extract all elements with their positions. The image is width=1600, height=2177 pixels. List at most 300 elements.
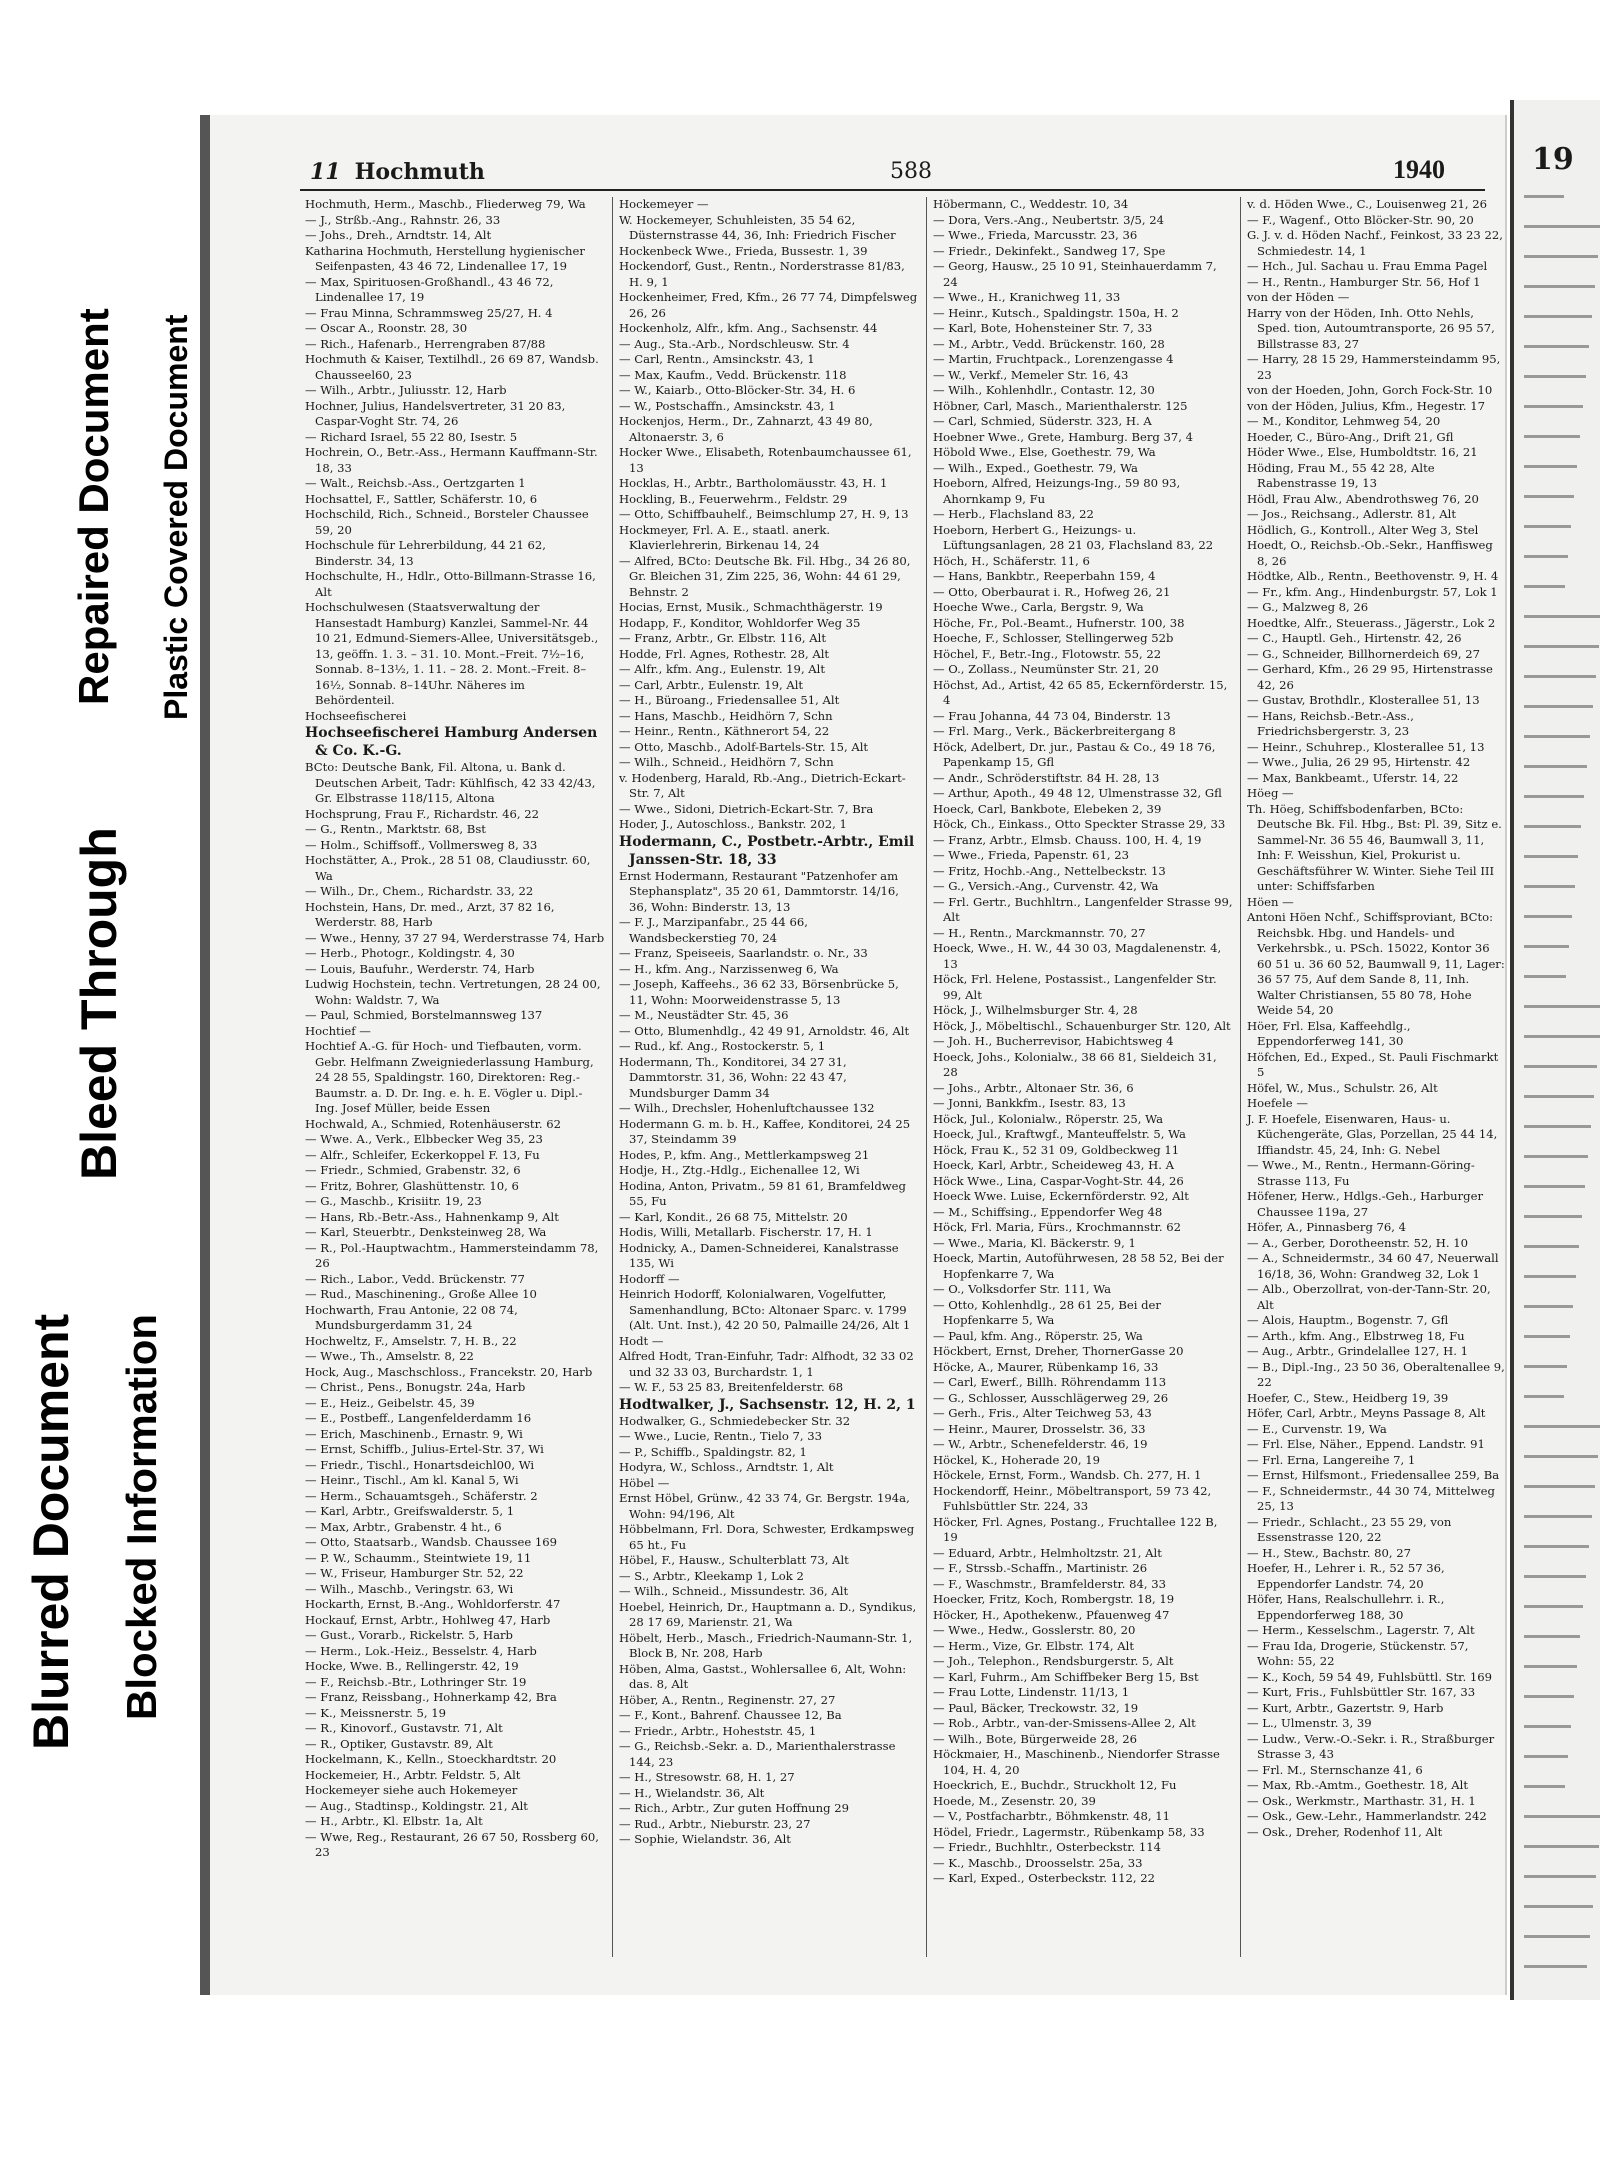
- directory-entry: — Fritz, Bohrer, Glashüttenstr. 10, 6: [305, 1178, 519, 1193]
- adjacent-page-text-line: [1524, 1875, 1596, 1878]
- directory-entry: Hochweltz, F., Amselstr. 7, H. B., 22: [305, 1333, 517, 1348]
- directory-entry: — Frau Ida, Drogerie, Stückenstr. 57, Wohn: 55, 22: [1247, 1638, 1469, 1668]
- directory-entry: — R., Pol.-Hauptwachtm., Hammersteindamm 78, 26: [305, 1240, 599, 1270]
- directory-entry: — Aug., Stadtinsp., Koldingstr. 21, Alt: [305, 1798, 528, 1813]
- directory-entry: Hochtief A.-G. für Hoch- und Tiefbauten, vorm. Gebr. Helfmann Zweigniederlassung Hamburg, 24 28 55, Spaldingstr. 160, Direktoren: Reg.-Baumstr. a. D. Dr. Ing. e. h. E. Vögler u. Dipl.-Ing. Josef Müller, beide Essen: [305, 1039, 594, 1115]
- directory-entry: — Friedr., Dekinfekt., Sandweg 17, Spe: [933, 243, 1166, 258]
- directory-entry: — Wilh., Drechsler, Hohenluftchaussee 132: [619, 1101, 875, 1115]
- directory-entry: Höchst, Ad., Artist, 42 65 85, Eckernförderstr. 15, 4: [933, 677, 1228, 707]
- directory-column-1: [305, 197, 605, 1957]
- directory-entry: Hocker Wwe., Elisabeth, Rotenbaumchaussee 61, 13: [619, 445, 912, 475]
- directory-entry: — F., Reichsb.-Btr., Lothringer Str. 19: [305, 1674, 527, 1689]
- directory-entry: — Fr., kfm. Ang., Hindenburgstr. 57, Lok 1: [1247, 584, 1498, 599]
- directory-entry: Hockemeyer siehe auch Hokemeyer: [305, 1783, 518, 1797]
- directory-entry: Hoefer, C., Stew., Heidberg 19, 39: [1247, 1390, 1449, 1405]
- directory-entry: — Franz, Speiseeis, Saarlandstr. o. Nr., 33: [619, 946, 868, 960]
- adjacent-page-text-line: [1524, 1935, 1590, 1938]
- directory-entry: Hodes, P., kfm. Ang., Mettlerkampsweg 21: [619, 1147, 870, 1162]
- directory-entry: — Wilh., Dr., Chem., Richardstr. 33, 22: [305, 884, 534, 898]
- directory-entry: — Wwe., Maria, Kl. Bäckerstr. 9, 1: [933, 1235, 1136, 1250]
- adjacent-page-text-line: [1524, 465, 1577, 468]
- directory-entry: Hockauf, Ernst, Arbtr., Hohlweg 47, Harb: [305, 1612, 551, 1627]
- directory-entry: — Wilh., Exped., Goethestr. 79, Wa: [933, 460, 1138, 475]
- directory-entry: — L., Ulmenstr. 3, 39: [1247, 1716, 1372, 1730]
- directory-entry: Hoeck, Martin, Autoführwesen, 28 58 52, Bei der Hopfenkarre 7, Wa: [933, 1251, 1224, 1281]
- directory-entry: Hockendorff, Heinr., Möbeltransport, 59 73 42, Fuhlsbüttler Str. 224, 33: [933, 1483, 1212, 1513]
- directory-entry: — Aug., Arbtr., Grindelallee 127, H. 1: [1247, 1344, 1468, 1358]
- directory-entry: — C., Hauptl. Geh., Hirtenstr. 42, 26: [1247, 631, 1462, 645]
- directory-entry: Hodermann G. m. b. H., Kaffee, Konditorei, 24 25 37, Steindamm 39: [619, 1116, 911, 1146]
- directory-entry: — Heinr., Kutsch., Spaldingstr. 150a, H. 2: [933, 305, 1179, 320]
- directory-entry: — S., Arbtr., Kleekamp 1, Lok 2: [619, 1568, 804, 1583]
- directory-entry: — F., Schneidermstr., 44 30 74, Mittelweg 25, 13: [1247, 1483, 1495, 1513]
- running-head-word: Hochmuth: [354, 159, 485, 185]
- directory-entry: — Max, Rb.-Amtm., Goethestr. 18, Alt: [1247, 1778, 1468, 1792]
- directory-entry: — Carl, Rentn., Amsinckstr. 43, 1: [619, 352, 815, 366]
- directory-entry: — Frl. Else, Näher., Eppend. Landstr. 91: [1247, 1437, 1485, 1451]
- directory-entry: — H., Rentn., Hamburger Str. 56, Hof 1: [1247, 274, 1481, 289]
- adjacent-page-text-line: [1524, 1425, 1600, 1428]
- directory-entry: Höfer, Hans, Realschullehrr. i. R., Eppendorferweg 188, 30: [1247, 1592, 1445, 1622]
- directory-entry: — R., Optiker, Gustavstr. 89, Alt: [305, 1736, 493, 1751]
- directory-entry: Hockemeyer —: [619, 197, 709, 211]
- directory-entry: — Friedr., Schlacht., 23 55 29, von Essenstrasse 120, 22: [1247, 1514, 1452, 1544]
- directory-entry: Hodina, Anton, Privatm., 59 81 61, Bramfeldweg 55, Fu: [619, 1178, 906, 1208]
- adjacent-page-text-line: [1524, 1755, 1568, 1758]
- directory-entry: — Otto, Schiffbauhelf., Beimschlump 27, H. 9, 13: [619, 507, 909, 521]
- directory-entry: — E., Curvenstr. 19, Wa: [1247, 1421, 1387, 1436]
- directory-entry: — Wwe., H., Kranichweg 11, 33: [933, 290, 1121, 304]
- directory-entry: — M., Konditor, Lehmweg 54, 20: [1247, 414, 1441, 428]
- directory-entry: Höcke, A., Maurer, Rübenkamp 16, 33: [933, 1359, 1159, 1374]
- directory-entry: Hockenbeck Wwe., Frieda, Bussestr. 1, 39: [619, 243, 868, 258]
- directory-entry: — Richard Israel, 55 22 80, Isestr. 5: [305, 429, 518, 444]
- adjacent-page-text-line: [1524, 285, 1595, 288]
- directory-entry: — Jos., Reichsang., Adlerstr. 81, Alt: [1247, 507, 1456, 521]
- directory-entry: Höding, Frau M., 55 42 28, Alte Rabenstrasse 19, 13: [1247, 460, 1435, 490]
- directory-entry: — Wwe., Sidoni, Dietrich-Eckart-Str. 7, Bra: [619, 801, 874, 816]
- directory-entry: Höcker, H., Apothekenw., Pfauenweg 47: [933, 1607, 1170, 1622]
- directory-entry: Höckel, K., Hoherade 20, 19: [933, 1452, 1100, 1467]
- directory-entry: Höen —: [1247, 894, 1294, 909]
- directory-entry: Höbel, F., Hausw., Schulterblatt 73, Alt: [619, 1553, 849, 1567]
- directory-entry: Höber, A., Rentn., Reginenstr. 27, 27: [619, 1692, 836, 1707]
- directory-entry: — M., Arbtr., Vedd. Brückenstr. 160, 28: [933, 336, 1165, 351]
- directory-entry: Hochsprung, Frau F., Richardstr. 46, 22: [305, 806, 540, 821]
- directory-entry: — Paul, kfm. Ang., Röperstr. 25, Wa: [933, 1328, 1143, 1343]
- directory-entry: — Wwe., Frieda, Marcusstr. 23, 36: [933, 228, 1138, 242]
- directory-entry: — Hans, Reichsb.-Betr.-Ass., Friedrichsbergerstr. 3, 23: [1247, 708, 1414, 738]
- directory-entry: — Herb., Photogr., Koldingstr. 4, 30: [305, 946, 515, 960]
- adjacent-page-text-line: [1524, 195, 1564, 198]
- running-head: [310, 159, 485, 185]
- directory-entry: — Hans, Bankbtr., Reeperbahn 159, 4: [933, 569, 1156, 583]
- adjacent-page-text-line: [1524, 1695, 1574, 1698]
- directory-entry: — Herm., Lok.-Heiz., Besselstr. 4, Harb: [305, 1643, 537, 1658]
- directory-entry: von der Höden —: [1247, 290, 1350, 304]
- directory-entry: Hochwarth, Frau Antonie, 22 08 74, Mundsburgerdamm 31, 24: [305, 1302, 518, 1332]
- directory-entry: — Harry, 28 15 29, Hammersteindamm 95, 23: [1247, 352, 1501, 382]
- directory-entry: Hodtwalker, J., Sachsenstr. 12, H. 2, 1: [619, 1396, 916, 1413]
- directory-entry: Hochwald, A., Schmied, Rotenhäuserstr. 62: [305, 1116, 561, 1131]
- adjacent-page-text-line: [1524, 1785, 1565, 1788]
- adjacent-page-text-line: [1524, 765, 1587, 768]
- adjacent-page-text-line: [1524, 1455, 1598, 1458]
- directory-entry: Alfred Hodt, Tran-Einfuhr, Tadr: Alfhodt, 32 33 02 und 32 33 03, Burchardstr. 1, 1: [619, 1349, 914, 1379]
- directory-entry: Hodermann, C., Postbetr.-Arbtr., Emil Janssen-Str. 18, 33: [619, 833, 915, 868]
- directory-entry: — Franz, Arbtr., Gr. Elbstr. 116, Alt: [619, 631, 827, 645]
- directory-entry: Höckbert, Ernst, Dreher, ThornerGasse 20: [933, 1344, 1184, 1358]
- directory-entry: — Martin, Fruchtpack., Lorenzengasse 4: [933, 352, 1174, 366]
- directory-entry: Höer, Frl. Elsa, Kaffeehdlg., Eppendorferweg 141, 30: [1247, 1018, 1411, 1048]
- directory-entry: Hochrein, O., Betr.-Ass., Hermann Kauffmann-Str. 18, 33: [305, 445, 598, 475]
- adjacent-page-text-line: [1524, 1905, 1593, 1908]
- directory-entry: — F., Strssb.-Schaffn., Martinistr. 26: [933, 1561, 1148, 1575]
- directory-entry: Hockling, B., Feuerwehrm., Feldstr. 29: [619, 491, 848, 506]
- directory-entry: Hödel, Friedr., Lagermstr., Rübenkamp 58, 33: [933, 1824, 1205, 1839]
- directory-entry: — Karl, Exped., Osterbeckstr. 112, 22: [933, 1871, 1156, 1885]
- directory-entry: Höck, Adelbert, Dr. jur., Pastau & Co., 49 18 76, Papenkamp 15, Gfl: [933, 739, 1216, 769]
- directory-entry: Höbbelmann, Frl. Dora, Schwester, Erdkampsweg 65 ht., Fu: [619, 1522, 915, 1552]
- repaired-document-label: Repaired Document: [70, 308, 117, 705]
- directory-column-4: [1240, 197, 1507, 1957]
- directory-entry: — Paul, Schmied, Borstelmannsweg 137: [305, 1008, 543, 1022]
- directory-entry: — Gerh., Fris., Alter Teichweg 53, 43: [933, 1406, 1152, 1420]
- adjacent-page-text-line: [1524, 1575, 1586, 1578]
- directory-entry: Hodnicky, A., Damen-Schneiderei, Kanalstrasse 135, Wi: [619, 1240, 899, 1270]
- directory-entry: Höch, H., Schäferstr. 11, 6: [933, 553, 1090, 568]
- directory-entry: Hockarth, Ernst, B.-Ang., Wohldorferstr. 47: [305, 1597, 561, 1611]
- adjacent-page-text-line: [1524, 675, 1596, 678]
- directory-entry: Höfer, A., Pinnasberg 76, 4: [1247, 1220, 1407, 1234]
- directory-entry: — Frl. M., Sternschanze 41, 6: [1247, 1762, 1423, 1777]
- adjacent-page-text-line: [1524, 555, 1568, 558]
- directory-entry: Höfer, Carl, Arbtr., Meyns Passage 8, Alt: [1247, 1406, 1486, 1420]
- directory-entry: Höbner, Carl, Masch., Marienthalerstr. 125: [933, 398, 1188, 413]
- directory-entry: — M., Schiffsing., Eppendorfer Weg 48: [933, 1204, 1163, 1219]
- directory-entry: — H., Büroang., Friedensallee 51, Alt: [619, 693, 840, 707]
- directory-entry: — Franz, Reissbang., Hohnerkamp 42, Bra: [305, 1690, 557, 1704]
- directory-entry: — K., Koch, 59 54 49, Fuhlsbüttl. Str. 169: [1247, 1669, 1492, 1684]
- directory-entry: — Alfred, BCto: Deutsche Bk. Fil. Hbg., 34 26 80, Gr. Bleichen 31, Zim 225, 36, Wohn: 44 61 29, Behnstr. 2: [619, 553, 911, 599]
- directory-entry: — Karl, Steuerbtr., Denksteinweg 28, Wa: [305, 1225, 547, 1239]
- directory-entry: — W., Kaiarb., Otto-Blöcker-Str. 34, H. 6: [619, 383, 856, 397]
- adjacent-page-text-line: [1524, 1605, 1583, 1608]
- page-header: [300, 155, 1485, 191]
- page-number: 588: [890, 159, 932, 184]
- adjacent-page-text-line: [1524, 645, 1599, 648]
- directory-entry: Höbermann, C., Weddestr. 10, 34: [933, 197, 1129, 211]
- adjacent-page-text-line: [1524, 435, 1580, 438]
- directory-entry: — Gustav, Brothdlr., Klosterallee 51, 13: [1247, 693, 1480, 707]
- directory-entry: — Frl. Gertr., Buchhltrn., Langenfelder Strasse 99, Alt: [933, 894, 1233, 924]
- bleed-through-label: Bleed Through: [71, 827, 127, 1180]
- directory-entry: — G., Rentn., Marktstr. 68, Bst: [305, 822, 486, 836]
- directory-entry: Höck, Frl. Maria, Fürs., Krochmannstr. 62: [933, 1220, 1182, 1234]
- directory-entry: — H., Wielandstr. 36, Alt: [619, 1785, 765, 1800]
- directory-entry: — Carl, Schmied, Süderstr. 323, H. A: [933, 414, 1152, 428]
- directory-entry: Ernst Hodermann, Restaurant "Patzenhofer am Stephansplatz", 35 20 61, Dammtorstr. 14/16, 36, Wohn: Binderstr. 13, 13: [619, 868, 899, 914]
- directory-entry: — W. F., 53 25 83, Breitenfelderstr. 68: [619, 1380, 844, 1394]
- directory-entry: Höckmaier, H., Maschinenb., Niendorfer Strasse 104, H. 4, 20: [933, 1747, 1220, 1777]
- directory-entry: Hockmeyer, Frl. A. E., staatl. anerk. Klavierlehrerin, Birkenau 14, 24: [619, 522, 831, 552]
- adjacent-page-text-line: [1524, 315, 1592, 318]
- directory-entry: Hocke, Wwe. B., Rellingerstr. 42, 19: [305, 1659, 519, 1673]
- directory-entry: Höcker, Frl. Agnes, Postang., Fruchtallee 122 B, 19: [933, 1514, 1218, 1544]
- adjacent-page-text-line: [1524, 885, 1575, 888]
- directory-entry: — Carl, Ewerf., Billh. Röhrendamm 113: [933, 1375, 1167, 1389]
- adjacent-page-text-line: [1524, 255, 1598, 258]
- adjacent-page-text-line: [1524, 495, 1574, 498]
- directory-entry: Hödlich, G., Kontroll., Alter Weg 3, Stel: [1247, 522, 1479, 537]
- directory-entry: — Louis, Baufuhr., Werderstr. 74, Harb: [305, 961, 535, 976]
- directory-entry: — H., Rentn., Marckmannstr. 70, 27: [933, 925, 1146, 940]
- directory-entry: v. d. Höden Wwe., C., Louisenweg 21, 26: [1247, 197, 1488, 211]
- directory-entry: — Karl, Fuhrm., Am Schiffbeker Berg 15, Bst: [933, 1669, 1199, 1684]
- adjacent-page-text-line: [1524, 1185, 1585, 1188]
- directory-entry: — G., Schlosser, Ausschlägerweg 29, 26: [933, 1390, 1169, 1405]
- directory-entry: — F., Waschmstr., Bramfelderstr. 84, 33: [933, 1576, 1167, 1591]
- directory-entry: — Herm., Kesselschm., Lagerstr. 7, Alt: [1247, 1623, 1475, 1637]
- directory-entry: — Frau Lotte, Lindenstr. 11/13, 1: [933, 1685, 1130, 1699]
- directory-entry: Hoede, M., Zesenstr. 20, 39: [933, 1793, 1096, 1808]
- directory-entry: — G., Schneider, Billhornerdeich 69, 27: [1247, 646, 1481, 661]
- directory-entry: Hoeck, Wwe., H. W., 44 30 03, Magdalenenstr. 4, 13: [933, 941, 1222, 971]
- directory-entry: — Wwe., Th., Amselstr. 8, 22: [305, 1349, 474, 1363]
- directory-entry: Hodde, Frl. Agnes, Rothestr. 28, Alt: [619, 646, 830, 661]
- directory-entry: — K., Meissnerstr. 5, 19: [305, 1705, 446, 1720]
- directory-entry: — Sophie, Wielandstr. 36, Alt: [619, 1832, 791, 1846]
- directory-entry: Hoeck, Johs., Kolonialw., 38 66 81, Sieldeich 31, 28: [933, 1049, 1217, 1079]
- directory-entry: — Alfr., kfm. Ang., Eulenstr. 19, Alt: [619, 662, 826, 676]
- directory-entry: — Gust., Vorarb., Rickelstr. 5, Harb: [305, 1628, 513, 1642]
- directory-entry: — Joh., Telephon., Rendsburgerstr. 5, Alt: [933, 1654, 1174, 1668]
- directory-entry: — W., Arbtr., Schenefelderstr. 46, 19: [933, 1437, 1148, 1451]
- adjacent-page-text-line: [1524, 1095, 1594, 1098]
- adjacent-page-text-line: [1524, 1305, 1573, 1308]
- directory-entry: Hödl, Frau Alw., Abendrothsweg 76, 20: [1247, 491, 1479, 506]
- directory-entry: Hochschild, Rich., Schneid., Borsteler Chaussee 59, 20: [305, 507, 589, 537]
- directory-entry: — Rud., kf. Ang., Rostockerstr. 5, 1: [619, 1039, 826, 1053]
- directory-entry: — Heinr., Schuhrep., Klosterallee 51, 13: [1247, 739, 1485, 754]
- adjacent-page-text-line: [1524, 1545, 1589, 1548]
- directory-entry: — Rich., Labor., Vedd. Brückenstr. 77: [305, 1271, 525, 1286]
- directory-entry: — R., Kinovorf., Gustavstr. 71, Alt: [305, 1721, 503, 1735]
- directory-entry: — Wwe., Lucie, Rentn., Tielo 7, 33: [619, 1429, 823, 1443]
- adjacent-page-text-line: [1524, 1005, 1600, 1008]
- blocked-information-label: Blocked Information: [118, 1313, 165, 1720]
- directory-entry: Th. Höeg, Schiffsbodenfarben, BCto: Deutsche Bk. Fil. Hbg., Bst: Pl. 39, Sitz e. Sammel-Nr. 36 55 46, Baumwall 3, 11, Inh: F. Weisshun, Kiel, Prokurist u. Geschäftsführer W. Winter. Siehe Teil III unter: Schiffsfarben: [1247, 801, 1502, 893]
- directory-entry: Hodt —: [619, 1333, 664, 1348]
- directory-entry: von der Hoeden, John, Gorch Fock-Str. 10: [1247, 383, 1493, 397]
- directory-entry: — Friedr., Tischl., Honartsdeichl00, Wi: [305, 1457, 535, 1472]
- directory-entry: Höbold Wwe., Else, Goethestr. 79, Wa: [933, 445, 1156, 459]
- directory-entry: G. J. v. d. Höden Nachf., Feinkost, 33 23 22, Schmiedestr. 14, 1: [1247, 228, 1503, 258]
- directory-entry: Höfener, Herw., Hdlgs.-Geh., Harburger Chaussee 119a, 27: [1247, 1189, 1484, 1219]
- directory-entry: — Jonni, Bankkfm., Isestr. 83, 13: [933, 1096, 1126, 1110]
- directory-entry: — Kurt, Fris., Fuhlsbüttler Str. 167, 33: [1247, 1685, 1476, 1699]
- adjacent-page-text-line: [1524, 735, 1590, 738]
- directory-entry: Hoedt, O., Reichsb.-Ob.-Sekr., Hanffisweg 8, 26: [1247, 538, 1493, 568]
- directory-entry: — Karl, Arbtr., Greifswalderstr. 5, 1: [305, 1504, 515, 1518]
- adjacent-page-number: 19: [1532, 142, 1574, 177]
- directory-entry: — F., Wagenf., Otto Blöcker-Str. 90, 20: [1247, 212, 1474, 227]
- directory-entry: — Oscar A., Roonstr. 28, 30: [305, 321, 468, 335]
- directory-entry: Hockemeier, H., Arbtr. Feldstr. 5, Alt: [305, 1767, 521, 1782]
- directory-entry: — Osk., Gew.-Lehr., Hammerlandstr. 242: [1247, 1809, 1487, 1823]
- adjacent-page-text-line: [1524, 945, 1569, 948]
- directory-entry: Hoefer, H., Lehrer i. R., 52 57 36, Eppendorfer Landstr. 74, 20: [1247, 1561, 1445, 1591]
- directory-entry: Höeg —: [1247, 786, 1294, 800]
- directory-entry: Hoeborn, Alfred, Heizungs-Ing., 59 80 93, Ahornkamp 9, Fu: [933, 476, 1181, 506]
- directory-entry: — Otto, Blumenhdlg., 42 49 91, Arnoldstr. 46, Alt: [619, 1023, 910, 1038]
- directory-entry: — Fritz, Hochb.-Ang., Nettelbeckstr. 13: [933, 863, 1166, 878]
- directory-entry: — Wilh., Bote, Bürgerweide 28, 26: [933, 1731, 1138, 1746]
- directory-entry: Höckele, Ernst, Form., Wandsb. Ch. 277, H. 1: [933, 1468, 1202, 1482]
- adjacent-page-text-line: [1524, 225, 1600, 228]
- directory-entry: — B., Dipl.-Ing., 23 50 36, Oberaltenallee 9, 22: [1247, 1359, 1505, 1389]
- directory-entry: — Alois, Hauptm., Bogenstr. 7, Gfl: [1247, 1313, 1449, 1327]
- directory-entry: — E., Postbeff., Langenfelderdamm 16: [305, 1411, 532, 1425]
- directory-entry: Hoecker, Fritz, Koch, Rombergstr. 18, 19: [933, 1592, 1175, 1606]
- adjacent-page-text-line: [1524, 1275, 1576, 1278]
- directory-entry: — M., Neustädter Str. 45, 36: [619, 1008, 789, 1022]
- directory-entry: — G., Malzweg 8, 26: [1247, 600, 1369, 614]
- directory-entry: — Franz, Arbtr., Elmsb. Chauss. 100, H. 4, 19: [933, 832, 1202, 847]
- scanned-page: [200, 115, 1505, 1995]
- directory-entry: — Herb., Flachsland 83, 22: [933, 507, 1094, 521]
- adjacent-page-text-line: [1524, 795, 1584, 798]
- directory-entry: — Rud., Arbtr., Nieburstr. 23, 27: [619, 1816, 811, 1831]
- directory-entry: Hoeche Wwe., Carla, Bergstr. 9, Wa: [933, 600, 1144, 614]
- directory-entry: — Johs., Dreh., Arndtstr. 14, Alt: [305, 228, 492, 242]
- directory-entry: — Frl. Erna, Langereihe 7, 1: [1247, 1452, 1416, 1467]
- directory-entry: Hochsattel, F., Sattler, Schäferstr. 10, 6: [305, 491, 538, 506]
- adjacent-page-text-line: [1524, 705, 1593, 708]
- directory-entry: Antoni Höen Nchf., Schiffsproviant, BCto: Reichsbk. Hbg. und Handels- und Verkehrsbk., u. PSch. 15022, Kontor 36 60 51 u. 36 60 52, Baumwall 9, 11, Lager: 36 57 75, Auf dem Sande 8, 11, Inh. Walter Christiansen, 55 80 78, Hohe Weide 54, 20: [1247, 910, 1505, 1017]
- directory-entry: Hockenholz, Alfr., kfm. Ang., Sachsenstr. 44: [619, 321, 878, 335]
- directory-entry: W. Hockemeyer, Schuhleisten, 35 54 62, Düsternstrasse 44, 36, Inh: Friedrich Fischer: [619, 212, 896, 242]
- directory-entry: — Osk., Werkmstr., Marthastr. 31, H. 1: [1247, 1793, 1476, 1808]
- directory-entry: Hodapp, F., Konditor, Wohldorfer Weg 35: [619, 615, 861, 630]
- adjacent-page-text-line: [1524, 1725, 1571, 1728]
- directory-entry: Höck, Frau K., 52 31 09, Goldbeckweg 11: [933, 1142, 1180, 1157]
- directory-entry: — Rich., Arbtr., Zur guten Hoffnung 29: [619, 1801, 849, 1815]
- directory-entry: — Ernst, Hilfsmont., Friedensallee 259, Ba: [1247, 1468, 1500, 1482]
- directory-entry: — Wilh., Schneid., Heidhörn 7, Schn: [619, 755, 834, 769]
- directory-entry: Hoeck, Jul., Kraftwgf., Manteuffelstr. 5, Wa: [933, 1127, 1186, 1141]
- directory-entry: — W., Friseur, Hamburger Str. 52, 22: [305, 1566, 524, 1580]
- directory-entry: Hodyra, W., Schloss., Arndtstr. 1, Alt: [619, 1460, 834, 1474]
- directory-entry: — Frau Minna, Schrammsweg 25/27, H. 4: [305, 305, 553, 320]
- directory-entry: Hoeckrich, E., Buchdr., Struckholt 12, Fu: [933, 1778, 1177, 1792]
- directory-entry: — Karl, Bote, Hohensteiner Str. 7, 33: [933, 321, 1153, 335]
- directory-entry: Hocias, Ernst, Musik., Schmachthägerstr. 19: [619, 600, 883, 614]
- blurred-document-label: Blurred Document: [23, 1313, 79, 1750]
- directory-entry: — F., Kont., Bahrenf. Chaussee 12, Ba: [619, 1708, 842, 1722]
- directory-entry: — W., Verkf., Memeler Str. 16, 43: [933, 367, 1129, 382]
- adjacent-page-text-line: [1524, 1365, 1567, 1368]
- adjacent-page-text-line: [1524, 1485, 1595, 1488]
- directory-entry: Höbel —: [619, 1475, 670, 1490]
- directory-entry: Hochschule für Lehrerbildung, 44 21 62, Binderstr. 34, 13: [305, 538, 546, 568]
- directory-entry: — Wwe., Frieda, Papenstr. 61, 23: [933, 848, 1129, 862]
- directory-entry: — H., Arbtr., Kl. Elbstr. 1a, Alt: [305, 1814, 483, 1828]
- directory-entry: Hoebel, Heinrich, Dr., Hauptmann a. D., Syndikus, 28 17 69, Marienstr. 21, Wa: [619, 1599, 917, 1629]
- directory-entry: Hockelmann, K., Kelln., Stoeckhardtstr. 20: [305, 1752, 557, 1766]
- adjacent-page-edge: [1510, 100, 1600, 2000]
- adjacent-page-text-line: [1524, 1035, 1600, 1038]
- directory-entry: Hodje, H., Ztg.-Hdlg., Eichenallee 12, Wi: [619, 1163, 860, 1177]
- directory-entry: Hockendorf, Gust., Rentn., Norderstrasse 81/83, H. 9, 1: [619, 259, 905, 289]
- directory-entry: — V., Postfacharbtr., Böhmkenstr. 48, 11: [933, 1809, 1171, 1823]
- directory-entry: — Walt., Reichsb.-Ass., Oertzgarten 1: [305, 476, 526, 490]
- directory-entry: Hochtief —: [305, 1023, 371, 1038]
- directory-entry: — Ernst, Schiffb., Julius-Ertel-Str. 37, Wi: [305, 1442, 544, 1456]
- adjacent-page-text-line: [1524, 1845, 1599, 1848]
- directory-entry: — Herm., Schauamtsgeh., Schäferstr. 2: [305, 1488, 538, 1503]
- directory-entry: Hochschulte, H., Hdlr., Otto-Billmann-Strasse 16, Alt: [305, 569, 596, 599]
- adjacent-page-text-line: [1524, 345, 1589, 348]
- directory-entry: — Rich., Hafenarb., Herrengraben 87/88: [305, 336, 546, 351]
- directory-entry: — Osk., Dreher, Rodenhof 11, Alt: [1247, 1824, 1443, 1839]
- directory-entry: — H., kfm. Ang., Narzissenweg 6, Wa: [619, 961, 839, 976]
- directory-entry: — Carl, Arbtr., Eulenstr. 19, Alt: [619, 677, 804, 692]
- directory-entry: Katharina Hochmuth, Herstellung hygienischer Seifenpasten, 43 46 72, Lindenallee 17, 19: [305, 243, 585, 273]
- directory-entry: — Johs., Arbtr., Altonaer Str. 36, 6: [933, 1080, 1134, 1095]
- adjacent-page-text-line: [1524, 1245, 1579, 1248]
- directory-entry: Höck, Jul., Kolonialw., Röperstr. 25, Wa: [933, 1111, 1163, 1126]
- directory-entry: Höck, J., Möbeltischl., Schauenburger Str. 120, Alt: [933, 1018, 1231, 1033]
- directory-entry: — Wwe. A., Verk., Elbbecker Weg 35, 23: [305, 1132, 543, 1146]
- directory-entry: — K., Maschb., Droosselstr. 25a, 33: [933, 1855, 1143, 1870]
- directory-entry: Hocklas, H., Arbtr., Bartholomäusstr. 43, H. 1: [619, 476, 888, 490]
- directory-entry: — H., Stew., Bachstr. 80, 27: [1247, 1545, 1412, 1560]
- directory-entry: Höchel, F., Betr.-Ing., Flotowstr. 55, 22: [933, 646, 1162, 661]
- directory-entry: — Karl, Kondit., 26 68 75, Mittelstr. 20: [619, 1209, 848, 1224]
- directory-entry: — Dora, Vers.-Ang., Neubertstr. 3/5, 24: [933, 212, 1164, 227]
- directory-entry: — Hans, Maschb., Heidhörn 7, Schn: [619, 708, 833, 723]
- directory-entry: — Hans, Rb.-Betr.-Ass., Hahnenkamp 9, Alt: [305, 1209, 559, 1224]
- directory-entry: — W., Postschaffn., Amsinckstr. 43, 1: [619, 398, 836, 413]
- directory-entry: von der Höden, Julius, Kfm., Hegestr. 17: [1247, 398, 1485, 413]
- directory-entry: — A., Schneidermstr., 34 60 47, Neuerwall 16/18, 36, Wohn: Grandweg 32, Lok 1: [1247, 1251, 1499, 1281]
- directory-entry: Ernst Höbel, Grünw., 42 33 74, Gr. Bergstr. 194a, Wohn: 94/196, Alt: [619, 1491, 910, 1521]
- directory-entry: — A., Gerber, Dorotheenstr. 52, H. 10: [1247, 1235, 1469, 1250]
- directory-entry: — Arth., kfm. Ang., Elbstrweg 18, Fu: [1247, 1328, 1465, 1343]
- directory-entry: — Kurt, Arbtr., Gazertstr. 9, Harb: [1247, 1700, 1444, 1715]
- directory-entry: — Max, Spirituosen-Großhandl., 43 46 72, Lindenallee 17, 19: [305, 274, 554, 304]
- adjacent-page-text-line: [1524, 525, 1571, 528]
- directory-entry: — Friedr., Arbtr., Hoheststr. 45, 1: [619, 1723, 817, 1738]
- directory-entry: — Friedr., Buchhltr., Osterbeckstr. 114: [933, 1840, 1161, 1854]
- year-label: 1940: [1393, 155, 1445, 184]
- adjacent-page-text-line: [1524, 915, 1572, 918]
- directory-entry: — O., Volksdorfer Str. 111, Wa: [933, 1282, 1112, 1296]
- directory-entry: — Otto, Maschb., Adolf-Bartels-Str. 15, Alt: [619, 739, 869, 754]
- directory-entry: — G., Reichsb.-Sekr. a. D., Marienthalerstrasse 144, 23: [619, 1739, 896, 1769]
- directory-entry: — Paul, Bäcker, Treckowstr. 32, 19: [933, 1700, 1139, 1715]
- directory-entry: J. F. Hoefele, Eisenwaren, Haus- u. Küchengeräte, Glas, Porzellan, 25 44 14, Iffiandstr. 45, 24, Inh: G. Nebel: [1247, 1111, 1498, 1157]
- directory-entry: — P. W., Schaumm., Steintwiete 19, 11: [305, 1550, 532, 1565]
- directory-entry: — Max, Bankbeamt., Uferstr. 14, 22: [1247, 770, 1459, 785]
- directory-entry: — Frl. Marg., Verk., Bäckerbreitergang 8: [933, 724, 1176, 738]
- directory-entry: Höck, J., Wilhelmsburger Str. 4, 28: [933, 1003, 1138, 1017]
- directory-entry: — Rud., Maschinening., Große Allee 10: [305, 1287, 537, 1301]
- directory-entry: v. Hodenberg, Harald, Rb.-Ang., Dietrich-Eckart-Str. 7, Alt: [619, 770, 906, 800]
- directory-entry: — Andr., Schröderstiftstr. 84 H. 28, 13: [933, 770, 1160, 785]
- directory-entry: — Arthur, Apoth., 49 48 12, Ulmenstrasse 32, Gfl: [933, 786, 1222, 800]
